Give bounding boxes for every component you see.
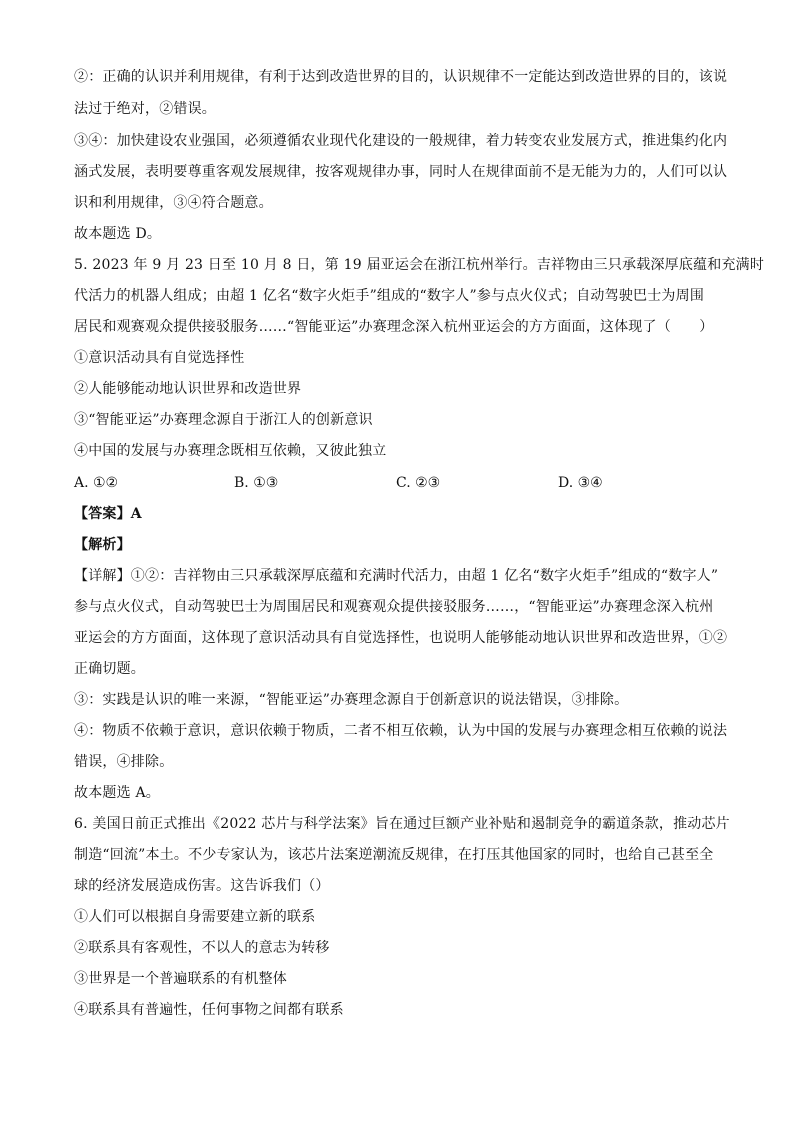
q4-analysis-line: ③④：加快建设农业强国，必须遵循农业现代化建设的一般规律，着力转变农业发展方式，推进集约化内	[74, 133, 728, 149]
q6-stem-line: 6. 美国日前正式推出《2022 芯片与科学法案》旨在通过巨额产业补贴和遏制竞争的霸道条款，推动芯片	[74, 816, 730, 832]
q5-conclusion: 故本题选 A。	[74, 785, 160, 801]
q5-answer: 【答案】A	[74, 506, 142, 522]
q5-detail-line: ④：物质不依赖于意识，意识依赖于物质，二者不相互依赖，认为中国的发展与办赛理念相互依赖的说法	[74, 723, 728, 739]
q5-option-b: B. ①③	[234, 475, 279, 491]
q5-stem-line: 居民和观赛观众提供接驳服务……“智能亚运”办赛理念深入杭州亚运会的方方面面，这体现了（ ）	[74, 319, 714, 335]
q4-conclusion: 故本题选 D。	[74, 226, 162, 242]
q5-detail-line: ③：实践是认识的唯一来源，“智能亚运”办赛理念源自于创新意识的说法错误，③排除。	[74, 692, 629, 708]
q6-item: ④联系具有普遍性，任何事物之间都有联系	[74, 1002, 344, 1018]
q5-option-a: A. ①②	[74, 475, 119, 491]
q4-analysis-line: ②：正确的认识并利用规律，有利于达到改造世界的目的，认识规律不一定能达到改造世界的目的，该说	[74, 69, 728, 85]
q5-detail-line: 错误，④排除。	[74, 754, 174, 770]
q5-detail-line: 参与点火仪式，自动驾驶巴士为周围居民和观赛观众提供接驳服务……，“智能亚运”办赛理念深入杭州	[74, 599, 714, 615]
q6-stem-line: 制造“回流”本土。不少专家认为，该芯片法案逆潮流反规律，在打压其他国家的同时，也给自己甚至全	[74, 847, 714, 863]
q6-stem-line: 球的经济发展造成伤害。这告诉我们（）	[74, 878, 330, 894]
q4-analysis-line: 识和利用规律，③④符合题意。	[74, 195, 273, 211]
q5-item: ②人能够能动地认识世界和改造世界	[74, 381, 302, 397]
q5-detail-line: 正确切题。	[74, 661, 145, 677]
q4-analysis-line: 涵式发展，表明要尊重客观发展规律，按客观规律办事，同时人在规律面前不是无能为力的，人们可以认	[74, 164, 728, 180]
q6-item: ③世界是一个普遍联系的有机整体	[74, 971, 287, 987]
q5-item: ①意识活动具有自觉选择性	[74, 350, 245, 366]
q6-item: ①人们可以根据自身需要建立新的联系	[74, 909, 316, 925]
q5-option-d: D. ③④	[558, 475, 603, 491]
q5-item: ④中国的发展与办赛理念既相互依赖，又彼此独立	[74, 443, 387, 459]
q5-stem-line: 5. 2023 年 9 月 23 日至 10 月 8 日，第 19 届亚运会在浙江杭州举行。吉祥物由三只承载深厚底蕴和充满时	[74, 257, 765, 273]
q5-detail-line: 亚运会的方方面面，这体现了意识活动具有自觉选择性，也说明人能够能动地认识世界和改造世界，①②	[74, 630, 728, 646]
q5-item: ③“智能亚运”办赛理念源自于浙江人的创新意识	[74, 412, 373, 428]
q5-detail-line: 【详解】①②：吉祥物由三只承载深厚底蕴和充满时代活力，由超 1 亿名“数字火炬手”组成的“数字人”	[74, 568, 719, 584]
q4-analysis-line: 法过于绝对，②错误。	[74, 101, 216, 117]
q5-option-c: C. ②③	[396, 475, 441, 491]
q5-stem-line: 代活力的机器人组成；由超 1 亿名“数字火炬手”组成的“数字人”参与点火仪式；自动驾驶巴士为周围	[74, 288, 705, 304]
q5-analysis-heading: 【解析】	[74, 537, 131, 553]
q6-item: ②联系具有客观性，不以人的意志为转移	[74, 940, 330, 956]
